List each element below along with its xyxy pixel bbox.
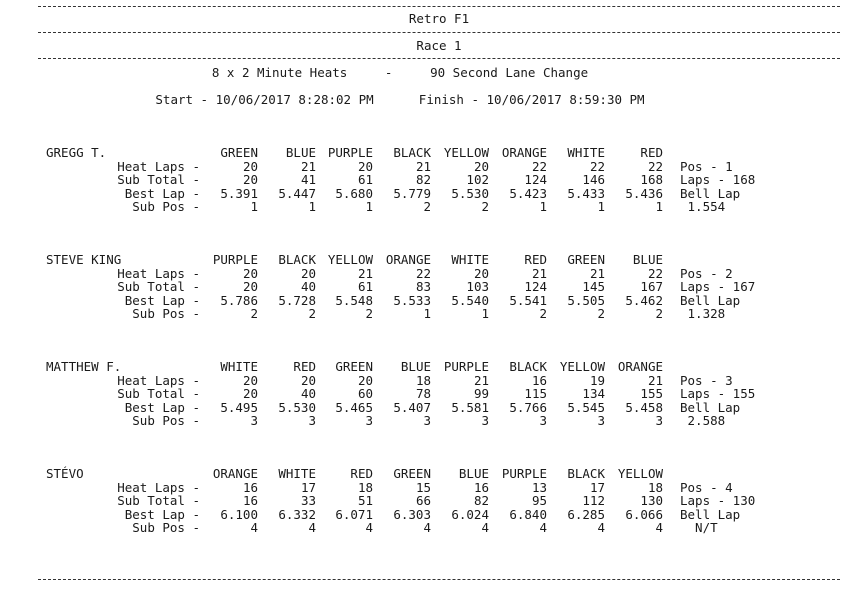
sub-pos-value: 3	[597, 413, 605, 428]
row-label: Sub Pos -	[132, 520, 200, 535]
heat-laps-value: 19	[589, 372, 605, 388]
heat-laps-value: 20	[242, 158, 258, 174]
heat-laps-value: 21	[589, 265, 605, 281]
lane-color: BLUE	[458, 466, 489, 481]
summary-value: 2.588	[680, 413, 726, 428]
summary-value: Laps - 155	[680, 386, 756, 401]
sub-pos-value: 3	[308, 413, 316, 428]
heat-laps-value: 16	[531, 372, 547, 388]
sub-total-value: 16	[242, 493, 258, 508]
summary-value: Bell Lap	[680, 399, 741, 415]
lane-color: WHITE	[567, 145, 605, 160]
row-label: Heat Laps -	[117, 479, 200, 495]
heat-laps-value: 16	[242, 479, 258, 495]
best-lap-value: 5.548	[335, 292, 373, 308]
heat-laps-value: 22	[415, 265, 431, 281]
lane-color: ORANGE	[617, 359, 663, 374]
heat-laps-value: 16	[473, 479, 489, 495]
lane-color: RED	[350, 466, 373, 481]
sub-total-value: 146	[582, 172, 605, 187]
sub-total-row	[0, 279, 850, 293]
heat-laps-row	[0, 266, 850, 280]
sub-pos-row	[0, 199, 850, 213]
heat-laps-value: 20	[357, 372, 373, 388]
lane-color: BLACK	[393, 145, 431, 160]
summary-value: 1.554	[680, 199, 726, 214]
lane-color: GREEN	[220, 145, 258, 160]
sub-pos-value: 3	[423, 413, 431, 428]
sub-pos-value: 3	[250, 413, 258, 428]
heat-laps-value: 20	[357, 158, 373, 174]
best-lap-value: 5.447	[278, 185, 316, 201]
row-label: Sub Total -	[117, 172, 200, 187]
lane-color: BLACK	[278, 252, 316, 267]
row-label: Heat Laps -	[117, 265, 200, 281]
lane-color: ORANGE	[501, 145, 547, 160]
lane-color: BLACK	[567, 466, 605, 481]
best-lap-value: 5.407	[393, 399, 431, 415]
row-label: Best Lap -	[124, 185, 200, 201]
sub-total-value: 20	[242, 386, 258, 401]
heat-laps-value: 21	[415, 158, 431, 174]
sub-total-value: 115	[524, 386, 547, 401]
heat-laps-value: 22	[589, 158, 605, 174]
sub-pos-value: 3	[481, 413, 489, 428]
best-lap-value: 5.779	[393, 185, 431, 201]
row-label: Best Lap -	[124, 399, 200, 415]
divider	[38, 579, 840, 580]
sub-total-value: 78	[415, 386, 431, 401]
lane-color: BLUE	[285, 145, 316, 160]
heat-laps-row	[0, 159, 850, 173]
sub-pos-value: 1	[423, 306, 431, 321]
best-lap-value: 5.766	[509, 399, 547, 415]
best-lap-value: 5.465	[335, 399, 373, 415]
race-title: Race 1	[416, 38, 462, 53]
lane-color: YELLOW	[617, 466, 663, 481]
sub-pos-value: 2	[597, 306, 605, 321]
heat-laps-value: 21	[647, 372, 663, 388]
best-lap-row	[0, 293, 850, 307]
sub-total-value: 61	[357, 279, 373, 294]
summary-value: Laps - 168	[680, 172, 756, 187]
row-label: Sub Total -	[117, 279, 200, 294]
lane-color: BLACK	[509, 359, 547, 374]
heat-laps-value: 21	[357, 265, 373, 281]
sub-pos-value: 4	[365, 520, 373, 535]
heat-laps-value: 17	[589, 479, 605, 495]
lane-color: YELLOW	[327, 252, 373, 267]
divider	[38, 6, 840, 7]
race-times: Start - 10/06/2017 8:28:02 PM Finish - 10/06/2017 8:59:30 PM	[155, 92, 645, 107]
sub-pos-value: 2	[308, 306, 316, 321]
best-lap-value: 6.066	[625, 506, 663, 522]
best-lap-value: 5.728	[278, 292, 316, 308]
lane-color: RED	[524, 252, 547, 267]
sub-total-value: 134	[582, 386, 605, 401]
lane-color: ORANGE	[385, 252, 431, 267]
sub-total-value: 103	[466, 279, 489, 294]
sub-total-value: 145	[582, 279, 605, 294]
sub-total-value: 112	[582, 493, 605, 508]
race-format: 8 x 2 Minute Heats - 90 Second Lane Change	[211, 65, 589, 80]
row-label: Sub Pos -	[132, 199, 200, 214]
lane-color: ORANGE	[212, 466, 258, 481]
lane-color: BLUE	[632, 252, 663, 267]
sub-pos-value: 1	[481, 306, 489, 321]
heat-laps-value: 22	[647, 265, 663, 281]
best-lap-value: 5.505	[567, 292, 605, 308]
best-lap-value: 5.540	[451, 292, 489, 308]
best-lap-value: 5.545	[567, 399, 605, 415]
best-lap-value: 5.786	[220, 292, 258, 308]
best-lap-value: 6.840	[509, 506, 547, 522]
lane-header-row	[0, 252, 850, 266]
sub-pos-value: 4	[597, 520, 605, 535]
best-lap-row	[0, 400, 850, 414]
heat-laps-value: 18	[357, 479, 373, 495]
sub-pos-value: 1	[539, 199, 547, 214]
heat-laps-row	[0, 373, 850, 387]
sub-total-value: 41	[300, 172, 316, 187]
sub-total-value: 168	[640, 172, 663, 187]
racer-name: STÉVO	[46, 466, 84, 481]
summary-value: N/T	[680, 520, 718, 535]
sub-total-value: 33	[300, 493, 316, 508]
summary-value: Pos - 4	[680, 479, 733, 495]
summary-value: Laps - 130	[680, 493, 756, 508]
heat-laps-value: 20	[242, 265, 258, 281]
heat-laps-row	[0, 480, 850, 494]
best-lap-row	[0, 186, 850, 200]
best-lap-value: 5.530	[278, 399, 316, 415]
best-lap-value: 5.433	[567, 185, 605, 201]
heat-laps-value: 22	[647, 158, 663, 174]
best-lap-value: 6.100	[220, 506, 258, 522]
summary-value: 1.328	[680, 306, 726, 321]
sub-pos-row	[0, 520, 850, 534]
sub-total-value: 20	[242, 172, 258, 187]
best-lap-value: 5.533	[393, 292, 431, 308]
summary-value: Pos - 1	[680, 158, 733, 174]
sub-pos-value: 1	[250, 199, 258, 214]
sub-total-value: 102	[466, 172, 489, 187]
sub-total-value: 167	[640, 279, 663, 294]
sub-total-value: 82	[473, 493, 489, 508]
lane-header-row	[0, 145, 850, 159]
lane-color: YELLOW	[559, 359, 605, 374]
lane-color: GREEN	[567, 252, 605, 267]
best-lap-value: 5.530	[451, 185, 489, 201]
lane-color: BLUE	[400, 359, 431, 374]
heat-laps-value: 21	[300, 158, 316, 174]
heat-laps-value: 20	[242, 372, 258, 388]
summary-value: Bell Lap	[680, 506, 741, 522]
event-title: Retro F1	[408, 11, 470, 26]
sub-total-value: 60	[357, 386, 373, 401]
sub-pos-value: 4	[539, 520, 547, 535]
racer-name: GREGG T.	[46, 145, 107, 160]
sub-total-value: 61	[357, 172, 373, 187]
best-lap-value: 5.436	[625, 185, 663, 201]
lane-color: YELLOW	[443, 145, 489, 160]
heat-laps-value: 15	[415, 479, 431, 495]
summary-value: Pos - 3	[680, 372, 733, 388]
best-lap-value: 6.071	[335, 506, 373, 522]
sub-total-value: 124	[524, 172, 547, 187]
best-lap-value: 5.680	[335, 185, 373, 201]
sub-pos-value: 2	[365, 306, 373, 321]
row-label: Heat Laps -	[117, 158, 200, 174]
sub-pos-value: 4	[308, 520, 316, 535]
sub-total-value: 95	[531, 493, 547, 508]
sub-pos-value: 4	[250, 520, 258, 535]
row-label: Best Lap -	[124, 292, 200, 308]
heat-laps-value: 21	[473, 372, 489, 388]
summary-value: Laps - 167	[680, 279, 756, 294]
best-lap-value: 5.462	[625, 292, 663, 308]
heat-laps-value: 20	[473, 158, 489, 174]
summary-value: Bell Lap	[680, 292, 741, 308]
lane-color: GREEN	[335, 359, 373, 374]
lane-color: RED	[640, 145, 663, 160]
divider	[38, 58, 840, 59]
sub-total-row	[0, 172, 850, 186]
lane-color: GREEN	[393, 466, 431, 481]
lane-color: PURPLE	[327, 145, 373, 160]
lane-color: PURPLE	[212, 252, 258, 267]
lane-header-row	[0, 359, 850, 373]
sub-total-row	[0, 493, 850, 507]
racer-name: STEVE KING	[46, 252, 122, 267]
heat-laps-value: 17	[300, 479, 316, 495]
heat-laps-value: 21	[531, 265, 547, 281]
sub-pos-row	[0, 413, 850, 427]
best-lap-value: 5.423	[509, 185, 547, 201]
sub-total-value: 124	[524, 279, 547, 294]
sub-pos-row	[0, 306, 850, 320]
sub-total-value: 40	[300, 279, 316, 294]
best-lap-value: 5.541	[509, 292, 547, 308]
lane-color: PURPLE	[443, 359, 489, 374]
best-lap-value: 5.581	[451, 399, 489, 415]
best-lap-value: 5.391	[220, 185, 258, 201]
lane-color: PURPLE	[501, 466, 547, 481]
sub-pos-value: 4	[655, 520, 663, 535]
sub-pos-value: 3	[539, 413, 547, 428]
sub-pos-value: 2	[539, 306, 547, 321]
lane-color: WHITE	[220, 359, 258, 374]
lane-color: RED	[293, 359, 316, 374]
sub-total-row	[0, 386, 850, 400]
sub-pos-value: 3	[365, 413, 373, 428]
sub-pos-value: 1	[655, 199, 663, 214]
sub-total-value: 51	[357, 493, 373, 508]
lane-color: WHITE	[278, 466, 316, 481]
heat-laps-value: 20	[473, 265, 489, 281]
sub-pos-value: 1	[597, 199, 605, 214]
row-label: Sub Total -	[117, 386, 200, 401]
heat-laps-value: 18	[415, 372, 431, 388]
lane-header-row	[0, 466, 850, 480]
sub-pos-value: 4	[481, 520, 489, 535]
sub-pos-value: 1	[365, 199, 373, 214]
heat-laps-value: 20	[300, 265, 316, 281]
sub-total-value: 82	[415, 172, 431, 187]
row-label: Sub Total -	[117, 493, 200, 508]
best-lap-value: 6.303	[393, 506, 431, 522]
row-label: Sub Pos -	[132, 306, 200, 321]
sub-total-value: 20	[242, 279, 258, 294]
sub-pos-value: 3	[655, 413, 663, 428]
sub-pos-value: 1	[308, 199, 316, 214]
divider	[38, 32, 840, 33]
sub-total-value: 66	[415, 493, 431, 508]
row-label: Best Lap -	[124, 506, 200, 522]
lane-color: WHITE	[451, 252, 489, 267]
row-label: Sub Pos -	[132, 413, 200, 428]
racer-name: MATTHEW F.	[46, 359, 122, 374]
best-lap-value: 5.458	[625, 399, 663, 415]
sub-pos-value: 2	[655, 306, 663, 321]
best-lap-row	[0, 507, 850, 521]
sub-pos-value: 2	[481, 199, 489, 214]
heat-laps-value: 20	[300, 372, 316, 388]
heat-laps-value: 22	[531, 158, 547, 174]
sub-total-value: 83	[415, 279, 431, 294]
sub-total-value: 40	[300, 386, 316, 401]
best-lap-value: 6.024	[451, 506, 489, 522]
best-lap-value: 6.332	[278, 506, 316, 522]
sub-pos-value: 2	[423, 199, 431, 214]
sub-total-value: 99	[473, 386, 489, 401]
best-lap-value: 6.285	[567, 506, 605, 522]
sub-pos-value: 2	[250, 306, 258, 321]
sub-total-value: 155	[640, 386, 663, 401]
summary-value: Pos - 2	[680, 265, 733, 281]
row-label: Heat Laps -	[117, 372, 200, 388]
heat-laps-value: 18	[647, 479, 663, 495]
summary-value: Bell Lap	[680, 185, 741, 201]
sub-total-value: 130	[640, 493, 663, 508]
heat-laps-value: 13	[531, 479, 547, 495]
sub-pos-value: 4	[423, 520, 431, 535]
best-lap-value: 5.495	[220, 399, 258, 415]
